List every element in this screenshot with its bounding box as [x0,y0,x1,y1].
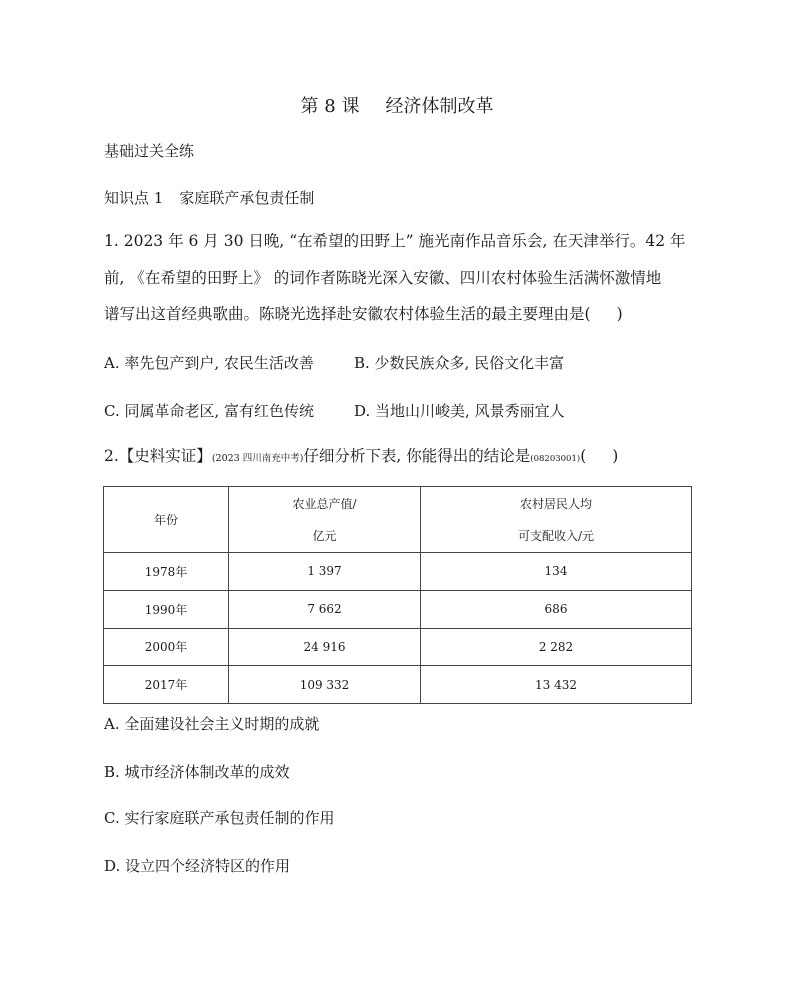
question-1-option-a[interactable]: A. 率先包产到户, 农民生活改善 [104,354,314,372]
knowledge-point-heading [104,187,314,208]
question-tag: 【史料实证】 [118,447,212,465]
table-cell-year: 2000年 [104,628,229,666]
header-output: 农业总产值/ 亿元 [229,487,421,553]
lesson-number: 第 8 课 [300,96,360,117]
table-cell-year: 1990年 [104,590,229,628]
table-cell-income: 2 282 [421,628,692,666]
question-1-option-c[interactable]: C. 同属革命老区, 富有红色传统 [104,402,315,420]
table-cell-year: 2017年 [104,666,229,704]
table-cell-year: 1978年 [104,553,229,591]
data-table [103,486,692,704]
table-cell-output: 109 332 [229,666,421,704]
question-2-option-b[interactable]: B. 城市经济体制改革的成效 [104,763,290,781]
table-cell-output: 24 916 [229,628,421,666]
question-2-option-d[interactable]: D. 设立四个经济特区的作用 [104,857,291,875]
table-row [104,590,692,628]
section-heading: 基础过关全练 [104,142,195,160]
knowledge-point-topic: 家庭联产承包责任制 [179,189,315,207]
question-1-line-2: 前, 《在希望的田野上》 的词作者陈晓光深入安徽、四川农村体验生活满怀激情地 [104,269,662,287]
header-income: 农村居民人均 可支配收入/元 [421,487,692,553]
question-2-option-a[interactable]: A. 全面建设社会主义时期的成就 [104,715,320,733]
question-2-option-c[interactable]: C. 实行家庭联产承包责任制的作用 [104,809,335,827]
question-source: (2023 四川南充中考) [211,453,304,464]
table-cell-income: 134 [421,553,692,591]
question-2-stem: 2.【史料实证】(2023 四川南充中考)仔细分析下表, 你能得出的结论是(08203001)( ) [104,447,619,465]
table-row [104,553,692,591]
table-cell-output: 1 397 [229,553,421,591]
header-year: 年份 [104,487,229,553]
table-cell-income: 686 [421,590,692,628]
question-1-option-b[interactable]: B. 少数民族众多, 民俗文化丰富 [354,354,565,372]
knowledge-point-label: 知识点 1 [104,189,164,207]
table-row [104,666,692,704]
question-1-line-3: 谱写出这首经典歌曲。陈晓光选择赴安徽农村体验生活的最主要理由是( ) [104,305,623,323]
table-row [104,628,692,666]
table-header-row [104,487,692,553]
table-cell-output: 7 662 [229,590,421,628]
question-code: (08203001) [530,454,581,464]
table-cell-income: 13 432 [421,666,692,704]
lesson-topic: 经济体制改革 [385,96,494,117]
question-1-line-1: 1. 2023 年 6 月 30 日晚, “在希望的田野上” 施光南作品音乐会, 在天津举行。42 年 [104,232,686,250]
page-title [0,92,794,118]
question-1-option-d[interactable]: D. 当地山川峻美, 风景秀丽宜人 [354,402,565,420]
